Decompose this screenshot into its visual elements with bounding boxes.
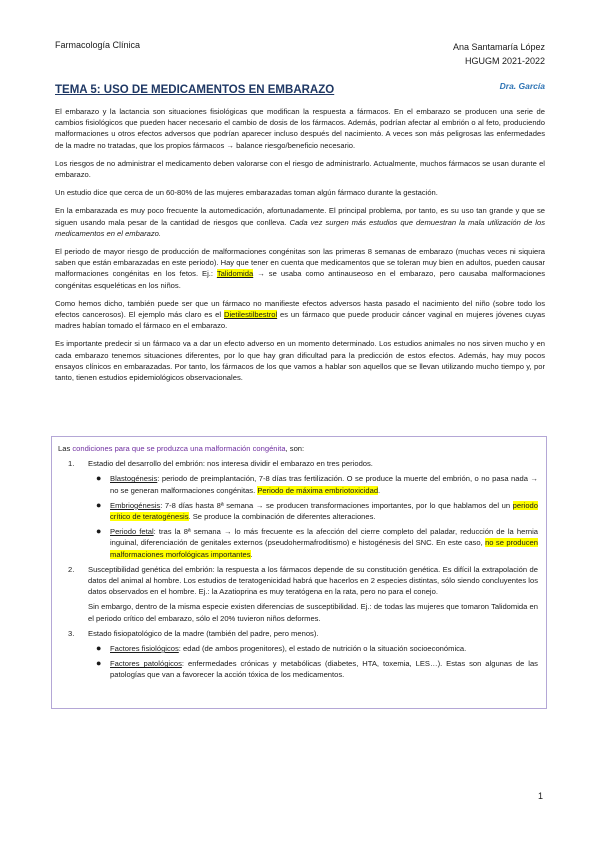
highlight-dietilestilbestrol: Dietilestilbestrol — [223, 310, 278, 320]
sublist-text: : edad (de ambos progenitores), el estado de nutrición o la situación socioeconómica. — [178, 644, 467, 654]
paragraph: El embarazo y la lactancia son situaciones fisiológicas que modifican la respuesta a fármacos. En el embarazo se producen una serie de cambios fisiológicos que pueden hacer necesario el cambio de dosis de los fármacos. Además, podrían afectar al embrión o al feto, produciendo malformaciones u otros efectos adversos que podrían aparecer incluso después del nacimiento. A veces son más peligrosas las enfermedades de la madre no tratadas, que los propios fármacos → balance riesgo/beneficio necesario. — [55, 107, 545, 150]
header-author-block — [453, 40, 545, 68]
list-item-text: Estado fisiopatológico de la madre (también del padre, pero menos). — [88, 628, 319, 638]
list-item-1 — [58, 458, 538, 560]
list-number: 1. — [68, 459, 75, 469]
sublist — [88, 473, 538, 559]
highlight: no se producen malformaciones morfológicas importantes — [110, 538, 538, 559]
paragraph-text: → se usaba como antinauseoso en el embarazo, pero causaba malformaciones congénitas esqueléticas en los niños. — [55, 269, 545, 290]
term: Embriogénesis — [110, 500, 161, 510]
box-intro-text: Las — [58, 444, 73, 453]
title-row — [55, 80, 545, 96]
page-number: 1 — [537, 791, 543, 801]
sublist-text: : enfermedades crónicas y metabólicas (diabetes, HTA, toxemia, LES…). Estas son algunas de las patologías que van a favorecer la acción tóxica de los medicamentos. — [110, 659, 538, 680]
paragraph-text: En la embarazada es muy poco frecuente la automedicación, afortunadamente. El principal problema, por tanto, es su uso tan grande y que se siguen usando mala pesar de la cantidad de riesgos que conlleva. — [55, 206, 545, 227]
highlight-talidomida: Talidomida — [216, 269, 254, 279]
bullet-icon: ● — [96, 526, 102, 537]
bullet-icon: ● — [96, 473, 102, 484]
header-course: Farmacología Clínica — [55, 40, 141, 50]
sublist-text: : periodo de preimplantación, 7-8 días tras fertilización. O se produce la muerte del embrión, o no pasa nada → no se generan malformaciones congénitas. — [110, 474, 538, 495]
sublist-text: . — [250, 549, 253, 559]
lecturer-name: Dra. García — [499, 81, 545, 91]
header-institution-year: HGUGM 2021-2022 — [464, 56, 545, 66]
highlight: periodo crítico de teratogénesis — [110, 500, 538, 522]
header-author-name: Ana Santamaría López — [452, 42, 545, 52]
sublist-item-embriogenesis — [88, 500, 538, 522]
paragraph: Los riesgos de no administrar el medicamento deben valorarse con el riesgo de administrarlo. Actualmente, muchos fármacos se usan durante el embarazo. — [55, 158, 545, 180]
box-intro — [58, 443, 538, 454]
paragraph: Es importante predecir si un fármaco va a dar un efecto adverso en un momento determinado. Los estudios animales no nos sirven mucho y en cada embarazo tenemos situaciones diferentes, por lo que hay gran dificultad para la predicción de estos efectos. Además, hay muy pocos ensayos clínicos en embarazadas. Por tanto, los fármacos de los que vamos a hablar son aquellos que se llevan utilizando mucho tiempo y, por tanto, tienen estudios epidemiológicos observacionales. — [55, 339, 545, 383]
sublist-item-periodo-fetal — [88, 526, 538, 560]
paragraph-text: Como hemos dicho, también puede ser que un fármaco no manifieste efectos adversos hasta pasado el nacimiento del niño (sobre todo los efectos cancerosos). El ejemplo más claro es el — [55, 298, 545, 320]
sublist-item-factores-patologicos — [88, 658, 538, 680]
paragraph-text: es un fármaco que puede producir cáncer vaginal en mujeres jóvenes cuyas madres habían tomado el fármaco en el embarazo. — [55, 310, 545, 331]
paragraph — [55, 246, 545, 291]
sublist-item-blastogenesis — [88, 473, 538, 495]
page-title: TEMA 5: USO DE MEDICAMENTOS EN EMBARAZO — [55, 84, 335, 96]
sublist-item-factores-fisiologicos — [88, 643, 538, 654]
sublist-text: . Se produce la combinación de diferentes alteraciones. — [188, 512, 376, 522]
sublist-text: . — [378, 485, 381, 495]
highlight: Periodo de máxima embriotoxicidad — [257, 485, 379, 495]
term: Factores fisiológicos — [110, 644, 179, 654]
term: Factores patológicos — [110, 659, 182, 669]
list-number: 3. — [68, 628, 75, 638]
list-item-text: Susceptibilidad genética del embrión: la respuesta a los fármacos depende de su constitución genética. Es difícil la extrapolación de datos del animal al hombre. Los estudios de teratogenicidad habrá que hacerlos en 2 especies distintas, sólo siendo concluyentes los datos observados en el hombre. Ej.: la Azatioprina es muy teratógena en la rata, pero no para el conejo. — [88, 564, 538, 597]
bullet-icon: ● — [96, 499, 102, 510]
conditions-box — [51, 436, 547, 709]
box-intro-highlight: condiciones para que se produzca una malformación congénita — [72, 444, 286, 453]
paragraph — [55, 205, 545, 239]
sublist-text: : 7-8 días hasta 8ª semana → se producen transformaciones importantes, por lo que hablamos del un — [160, 500, 513, 510]
bullet-icon: ● — [96, 658, 102, 669]
term: Periodo fetal — [110, 527, 154, 537]
document-body — [55, 106, 545, 390]
list-item-2 — [58, 564, 538, 624]
paragraph — [55, 298, 545, 332]
paragraph-text: El periodo de mayor riesgo de producción de malformaciones congénitas son las primeras 8 semanas de embarazo (muchas veces ni siquiera saben que están embarazadas en este periodo). Hay que tener en cuenta que medicamentos que se toleran muy bien en adultos, pueden causar malformaciones congénitas en los fetos. Ej.: — [55, 247, 545, 279]
paragraph: Un estudio dice que cerca de un 60-80% de las mujeres embarazadas toman algún fármaco durante la gestación. — [55, 188, 438, 198]
list-item-3 — [58, 628, 538, 681]
list-item-paragraph: Sin embargo, dentro de la misma especie existen diferencias de susceptibilidad. Ej.: de todas las mujeres que tomaron Talidomida en el periodo crítico del embarazo, sólo el 20% tuvieron niños deformes. — [88, 602, 538, 623]
term: Blastogénesis — [110, 474, 158, 484]
bullet-icon: ● — [96, 643, 102, 654]
sublist — [88, 643, 538, 681]
paragraph-italic-text: Cada vez surgen más estudios que demuestran la mala utilización de los medicamentos en el embarazo. — [55, 217, 546, 238]
list-number: 2. — [68, 564, 75, 574]
list-item-text: Estadio del desarrollo del embrión: nos interesa dividir el embarazo en tres periodos. — [88, 459, 373, 469]
box-intro-text: , son: — [285, 444, 305, 453]
sublist-text: : tras la 8ª semana → lo más frecuente es la afección del cierre completo del paladar, reducción de la hernia inguinal, diferenciación de genitales externos (pseudohermafroditismo) e histogénesis del SNC. En este caso, — [110, 527, 538, 548]
